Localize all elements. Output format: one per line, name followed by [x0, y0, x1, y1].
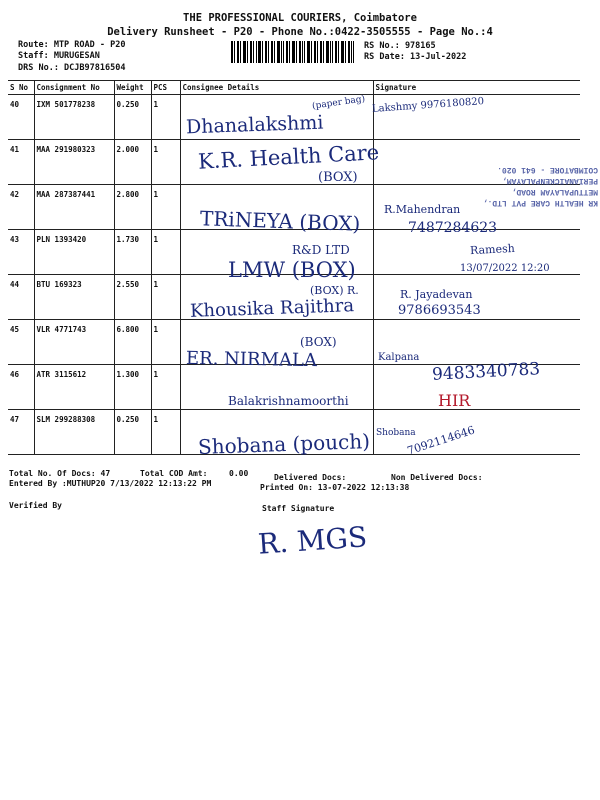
staff-signature: R. MGS: [256, 520, 369, 561]
weight-cell: 2.800: [114, 185, 151, 230]
verified-by: Verified By: [9, 501, 62, 510]
handwritten-note: (BOX): [318, 170, 358, 185]
handwritten-phone: 9483340783: [431, 359, 541, 385]
consignment-cell: PLN 1393420: [34, 230, 114, 275]
barcode-image: [231, 41, 354, 63]
column-header: PCS: [151, 81, 180, 95]
handwritten-consignee: Shobana (pouch): [197, 429, 371, 459]
serial-no-cell: 40: [8, 95, 34, 140]
handwritten-consignee: Balakrishnamoorthi: [228, 394, 349, 408]
stamp-line: COIMBATORE - 641 020.: [497, 165, 598, 174]
printed-on: Printed On: 13-07-2022 12:13:38: [260, 483, 410, 492]
handwritten-signature: R. Jayadevan: [400, 288, 473, 301]
drs-label: DRS No.: DCJB97816504: [18, 63, 126, 73]
handwritten-consignee: ER. NIRMALA: [185, 347, 318, 372]
pcs-cell: 1: [151, 320, 180, 365]
serial-no-cell: 44: [8, 275, 34, 320]
delivered-docs: Delivered Docs:: [274, 473, 347, 482]
handwritten-phone: 7092114646: [405, 423, 477, 458]
runsheet-subtitle: Delivery Runsheet - P20 - Phone No.:0422-3505555 - Page No.:4: [107, 26, 493, 38]
weight-cell: 1.730: [114, 230, 151, 275]
total-docs: Total No. Of Docs: 47: [9, 469, 111, 478]
weight-cell: 1.300: [114, 365, 151, 410]
consignment-cell: MAA 287387441: [34, 185, 114, 230]
pcs-cell: 1: [151, 410, 180, 455]
consignment-cell: IXM 501778238: [34, 95, 114, 140]
handwritten-phone: 9786693543: [398, 303, 481, 318]
serial-no-cell: 46: [8, 365, 34, 410]
handwritten-date: 13/07/2022 12:20: [460, 263, 550, 274]
pcs-cell: 1: [151, 140, 180, 185]
handwritten-note: (BOX): [300, 335, 337, 349]
column-header: Signature: [373, 81, 580, 95]
column-header: Weight: [114, 81, 151, 95]
column-header: Consignment No: [34, 81, 114, 95]
table-header-row: [8, 81, 580, 95]
handwritten-consignee: LMW (BOX): [228, 258, 356, 282]
pcs-cell: 1: [151, 275, 180, 320]
handwritten-consignee: Dhanalakshmi: [185, 111, 324, 139]
serial-no-cell: 42: [8, 185, 34, 230]
serial-no-cell: 41: [8, 140, 34, 185]
weight-cell: 2.550: [114, 275, 151, 320]
handwritten-consignee: K.R. Health Care: [197, 140, 380, 174]
handwritten-note: (paper bag): [311, 94, 366, 112]
consignment-cell: VLR 4771743: [34, 320, 114, 365]
column-header: Consignee Details: [180, 81, 373, 95]
company-stamp: [398, 146, 598, 208]
staff-signature-label: Staff Signature: [262, 504, 335, 513]
consignment-cell: BTU 169323: [34, 275, 114, 320]
handwritten-signature: HIR: [438, 391, 471, 410]
staff-label: Staff: MURUGESAN: [18, 51, 100, 61]
non-delivered-docs: Non Delivered Docs:: [391, 473, 483, 482]
weight-cell: 6.800: [114, 320, 151, 365]
weight-cell: 0.250: [114, 95, 151, 140]
handwritten-signature: R.Mahendran: [384, 203, 461, 216]
entered-by: Entered By :MUTHUP20 7/13/2022 12:13:22 PM: [9, 479, 212, 488]
route-label: Route: MTP ROAD - P20: [18, 40, 126, 50]
rs-number: RS No.: 978165: [364, 41, 436, 51]
weight-cell: 2.000: [114, 140, 151, 185]
handwritten-signature: Ramesh: [469, 241, 516, 258]
handwritten-signature: Kalpana: [378, 352, 420, 363]
handwritten-consignee: TRiNEYA (BOX): [199, 206, 361, 236]
consignment-cell: MAA 291980323: [34, 140, 114, 185]
consignment-cell: ATR 3115612: [34, 365, 114, 410]
serial-no-cell: 43: [8, 230, 34, 275]
consignment-cell: SLM 299288308: [34, 410, 114, 455]
stamp-line: PERIANAICKENPALAYAM,: [501, 176, 598, 185]
stamp-line: KR HEALTH CARE PVT LTD.,: [482, 198, 598, 207]
handwritten-phone: 7487284623: [408, 220, 498, 236]
pcs-cell: 1: [151, 365, 180, 410]
stamp-line: METTUPALAYAM ROAD,: [511, 187, 598, 196]
handwritten-signature: Lakshmy 9976180820: [371, 96, 485, 115]
handwritten-consignee: Khousika Rajithra: [189, 295, 355, 322]
company-title: THE PROFESSIONAL COURIERS, Coimbatore: [183, 12, 417, 24]
total-cod-label: Total COD Amt:: [140, 469, 208, 478]
rs-date: RS Date: 13-Jul-2022: [364, 52, 467, 62]
column-header: S No: [8, 81, 34, 95]
pcs-cell: 1: [151, 230, 180, 275]
total-cod-value: 0.00: [229, 469, 249, 478]
pcs-cell: 1: [151, 95, 180, 140]
serial-no-cell: 45: [8, 320, 34, 365]
handwritten-note: (BOX) R.: [310, 284, 359, 297]
weight-cell: 0.250: [114, 410, 151, 455]
serial-no-cell: 47: [8, 410, 34, 455]
handwritten-note: R&D LTD: [292, 243, 350, 257]
handwritten-signature: Shobana: [376, 428, 416, 438]
pcs-cell: 1: [151, 185, 180, 230]
